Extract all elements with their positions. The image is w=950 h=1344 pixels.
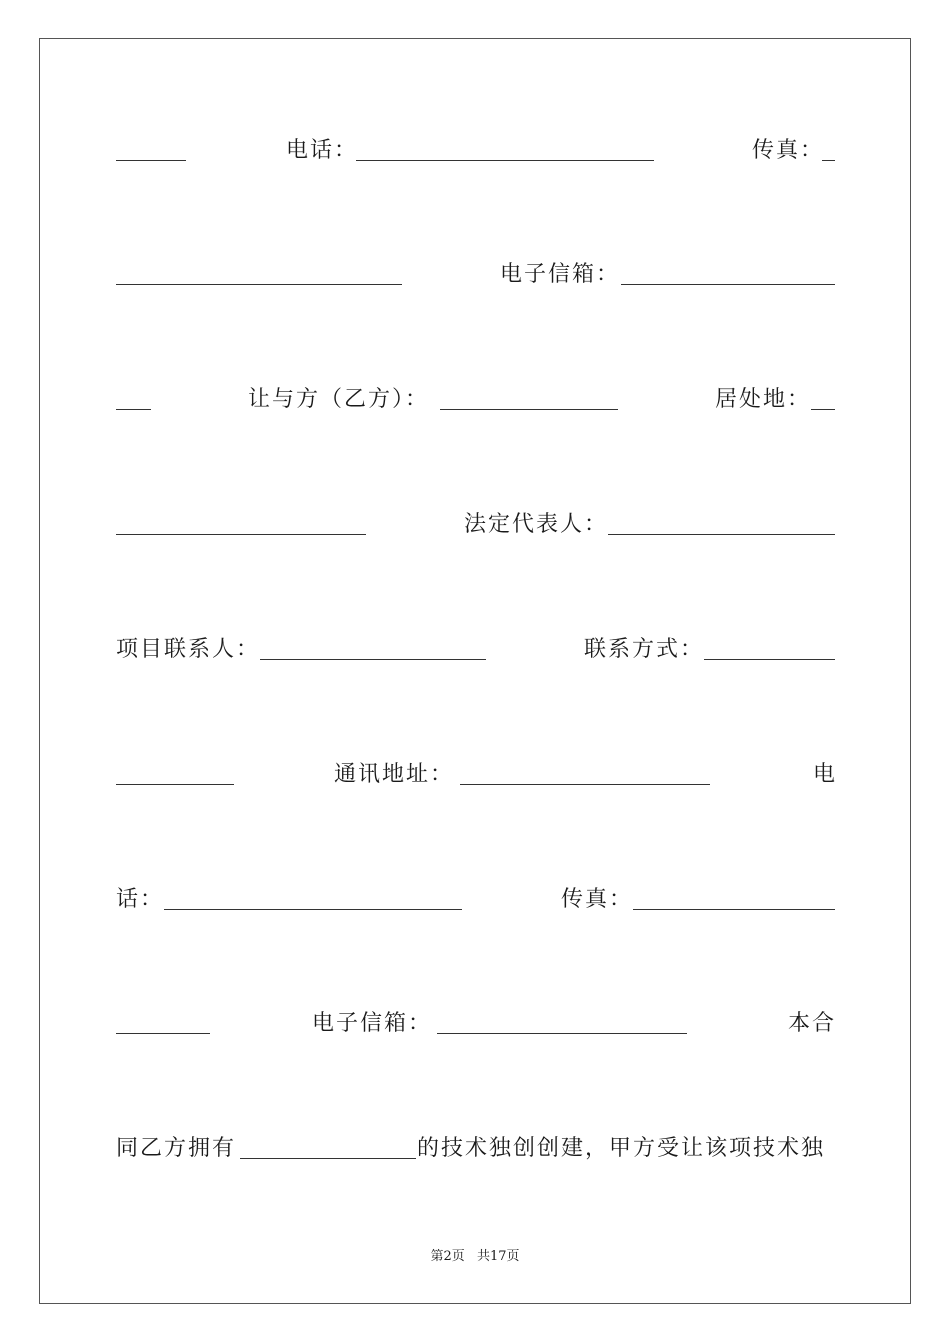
fax-field[interactable]: [822, 160, 835, 161]
contact-person-label: 项目联系人：: [116, 637, 261, 662]
fax-label: 传真：: [752, 138, 825, 163]
email-label-2: 电子信箱：: [312, 1011, 433, 1036]
fax-field-2[interactable]: [633, 909, 835, 910]
line-email: [116, 258, 835, 292]
phone-field[interactable]: [356, 160, 654, 161]
phone-field-2[interactable]: [164, 909, 462, 910]
contact-method-field[interactable]: [704, 659, 835, 660]
fax-field-cont[interactable]: [116, 284, 402, 285]
email-field[interactable]: [621, 284, 835, 285]
contract-text-b: 的技术独创创建，甲方受让该项技术独: [417, 1136, 826, 1161]
page-footer: [0, 1248, 950, 1266]
line-contract-intro: [116, 1132, 835, 1166]
contact-person-field[interactable]: [260, 659, 486, 660]
assignee-field[interactable]: [440, 409, 618, 410]
residence-field[interactable]: [811, 409, 835, 410]
residence-label: 居处地：: [715, 387, 812, 412]
contract-intro-part1: 本合: [788, 1011, 837, 1036]
residence-field-cont[interactable]: [116, 534, 366, 535]
phone-label-part1: 电: [813, 762, 838, 787]
contract-text-a: 同乙方拥有: [116, 1136, 237, 1161]
email-field-2[interactable]: [437, 1033, 687, 1034]
contact-method-field-cont[interactable]: [116, 784, 234, 785]
page-total: 共17页: [476, 1249, 520, 1264]
email-field-cont[interactable]: [116, 409, 151, 410]
email-label: 电子信箱：: [500, 262, 621, 287]
line-contact: [116, 633, 835, 667]
technology-name-field[interactable]: [240, 1158, 416, 1159]
assignee-label: 让与方（乙方）：: [248, 387, 430, 412]
line-phone-fax-2: [116, 883, 835, 917]
legal-rep-label: 法定代表人：: [464, 512, 609, 537]
line-phone-fax: [116, 134, 835, 168]
phone-label: 电话：: [286, 138, 359, 163]
address-label: 通讯地址：: [334, 762, 455, 787]
page-border: [39, 38, 911, 1304]
blank-field[interactable]: [116, 160, 186, 161]
fax-field-2-cont[interactable]: [116, 1033, 210, 1034]
fax-label-2: 传真：: [561, 887, 634, 912]
legal-rep-field[interactable]: [608, 534, 835, 535]
line-email-2: [116, 1007, 835, 1041]
line-assignee: [116, 383, 835, 417]
address-field[interactable]: [460, 784, 710, 785]
page-number: 第2页: [430, 1249, 465, 1264]
line-address: [116, 758, 838, 792]
line-legal-rep: [116, 508, 835, 542]
contact-method-label: 联系方式：: [584, 637, 705, 662]
phone-label-part2: 话：: [116, 887, 165, 912]
